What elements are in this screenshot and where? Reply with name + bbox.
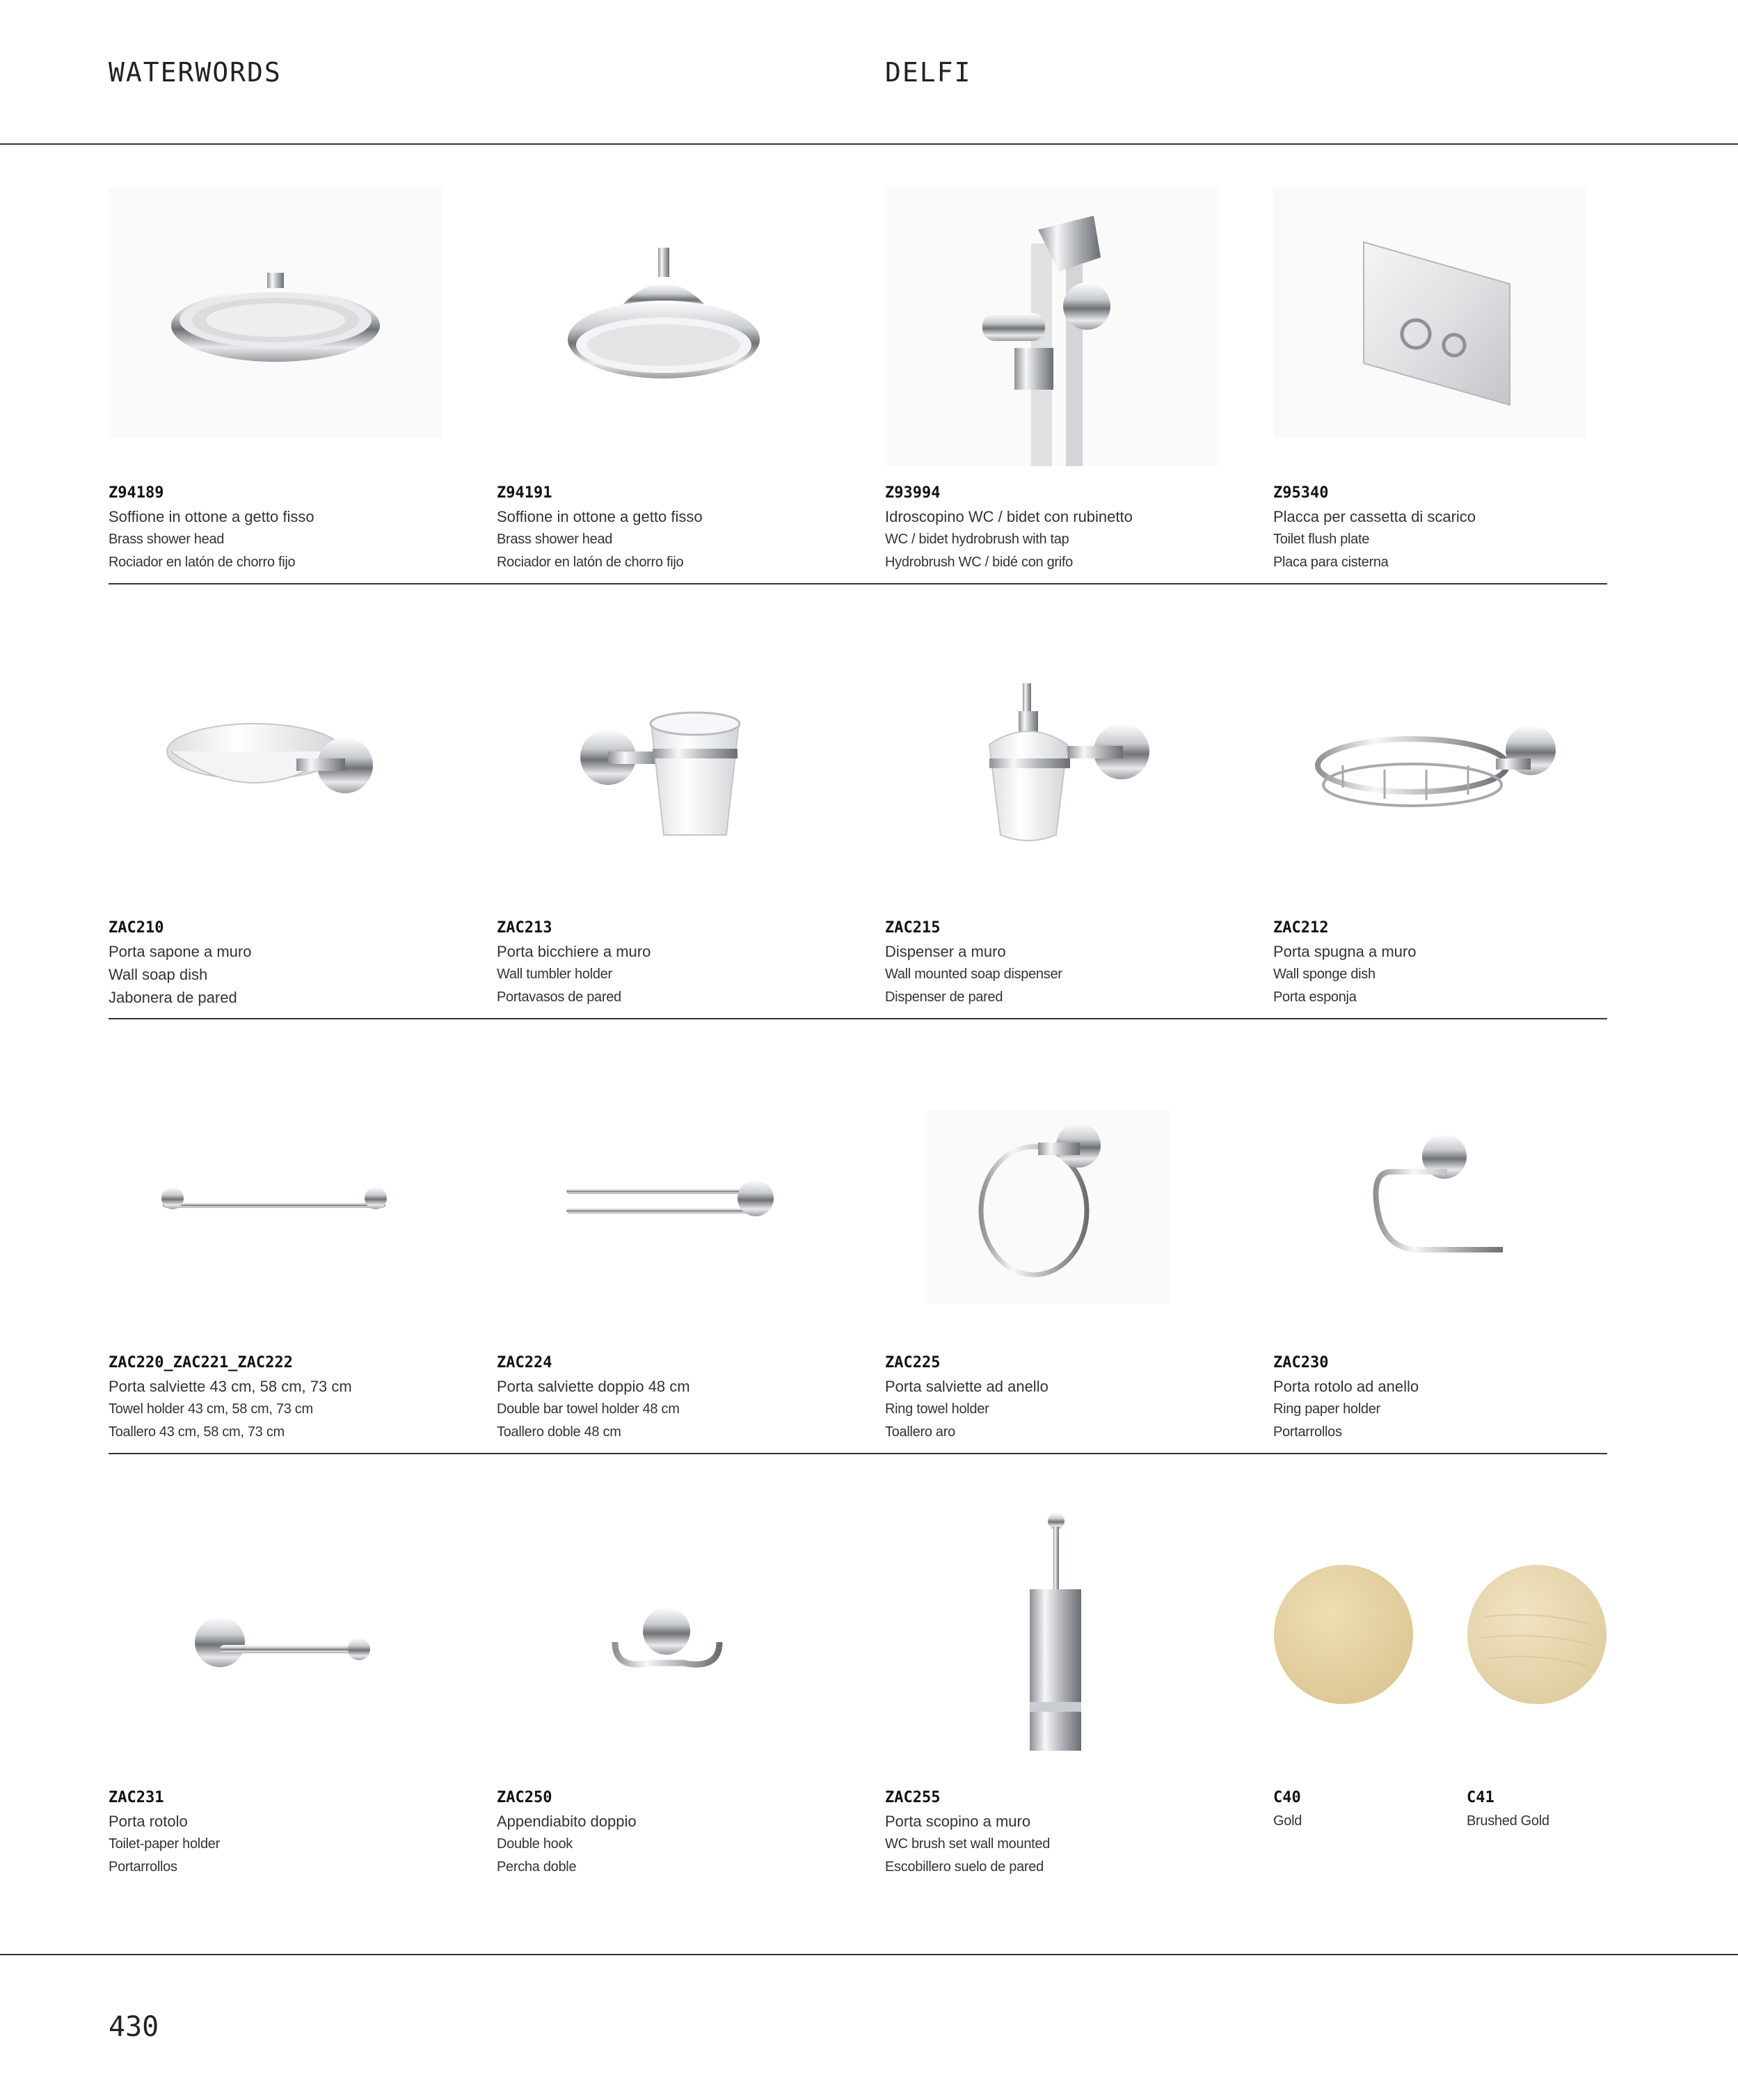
product-name-it: Porta spugna a muro xyxy=(1273,943,1417,960)
product-code: ZAC210 xyxy=(109,919,164,937)
product-name-it: Porta bicchiere a muro xyxy=(497,943,651,960)
tumbler-holder-image xyxy=(497,668,831,877)
flush-plate-image xyxy=(1273,188,1586,438)
header-divider xyxy=(0,143,1738,145)
product-name-es: Toallero aro xyxy=(885,1424,955,1440)
product-caption xyxy=(1273,916,1649,1009)
product-code: ZAC230 xyxy=(1273,1354,1329,1371)
product-code: ZAC212 xyxy=(1273,919,1329,937)
product-name-en: Wall mounted soap dispenser xyxy=(885,967,1062,982)
brand-title: WATERWORDS xyxy=(109,57,282,88)
towel-bar-image xyxy=(109,1113,443,1287)
page-number: 430 xyxy=(109,2011,159,2043)
product-caption xyxy=(1273,482,1649,574)
product-code: ZAC224 xyxy=(497,1354,552,1371)
wc-brush-image xyxy=(885,1503,1219,1767)
collection-title: DELFI xyxy=(885,57,972,88)
product-caption xyxy=(497,482,872,574)
product-code: ZAC213 xyxy=(497,919,552,937)
toilet-paper-holder-image xyxy=(109,1559,443,1740)
finish-code: C41 xyxy=(1467,1789,1494,1806)
product-name-es: Percha doble xyxy=(497,1859,577,1875)
product-name-es: Toallero 43 cm, 58 cm, 73 cm xyxy=(109,1424,285,1440)
product-name-es: Escobillero suelo de pared xyxy=(885,1859,1044,1875)
product-caption xyxy=(497,1786,872,1879)
product-caption xyxy=(885,1786,1261,1879)
hydrobrush-image xyxy=(885,188,1219,466)
product-code: ZAC255 xyxy=(885,1789,941,1806)
product-caption xyxy=(109,482,484,574)
product-name-it: Placca per cassetta di scarico xyxy=(1273,508,1476,525)
product-caption xyxy=(109,916,484,1009)
product-name-en: Wall tumbler holder xyxy=(497,967,612,982)
row-divider xyxy=(109,1018,1607,1019)
row-divider xyxy=(109,1453,1607,1454)
product-name-en: WC brush set wall mounted xyxy=(885,1836,1051,1852)
brushed-gold-finish-swatch xyxy=(1464,1561,1610,1708)
product-code: ZAC215 xyxy=(885,919,941,937)
product-name-es: Rociador en latón de chorro fijo xyxy=(497,555,684,570)
shower-head-image xyxy=(109,188,443,438)
product-name-es: Portarrollos xyxy=(1273,1424,1342,1440)
product-caption xyxy=(109,1786,484,1879)
product-code: ZAC250 xyxy=(497,1789,552,1806)
product-name-it: Porta salviette 43 cm, 58 cm, 73 cm xyxy=(109,1378,352,1395)
product-code: Z94189 xyxy=(109,484,164,502)
product-name-es: Portarrollos xyxy=(109,1859,177,1875)
finish-caption xyxy=(1467,1786,1648,1833)
sponge-dish-image xyxy=(1273,668,1607,877)
finish-name: Brushed Gold xyxy=(1467,1813,1549,1829)
shower-head-image xyxy=(497,188,831,438)
product-name-en: Wall sponge dish xyxy=(1273,967,1376,982)
product-name-en: Double hook xyxy=(497,1836,573,1852)
product-code: ZAC225 xyxy=(885,1354,941,1371)
product-code: ZAC220_ZAC221_ZAC222 xyxy=(109,1354,293,1371)
product-caption xyxy=(885,482,1261,574)
soap-dish-image xyxy=(109,668,443,877)
gold-finish-swatch xyxy=(1270,1561,1417,1708)
product-name-es: Rociador en latón de chorro fijo xyxy=(109,555,296,570)
footer-divider xyxy=(0,1954,1738,1955)
product-name-it: Porta rotolo xyxy=(109,1813,188,1830)
product-name-es: Portavasos de pared xyxy=(497,989,621,1005)
product-name-es: Placa para cisterna xyxy=(1273,555,1389,570)
product-name-en: Ring paper holder xyxy=(1273,1401,1380,1417)
product-name-en: WC / bidet hydrobrush with tap xyxy=(885,532,1069,547)
finish-code: C40 xyxy=(1273,1789,1301,1806)
soap-dispenser-image xyxy=(885,668,1219,877)
product-caption xyxy=(497,1351,872,1444)
product-name-en: Toilet flush plate xyxy=(1273,532,1370,547)
product-name-it: Porta sapone a muro xyxy=(109,943,252,960)
towel-ring-image xyxy=(885,1106,1219,1308)
row-divider xyxy=(109,583,1607,584)
paper-ring-holder-image xyxy=(1273,1113,1607,1287)
product-name-it: Appendiabito doppio xyxy=(497,1813,637,1830)
finish-caption xyxy=(1273,1786,1454,1833)
product-name-it: Soffione in ottone a getto fisso xyxy=(497,508,703,525)
product-name-en: Brass shower head xyxy=(497,532,613,547)
product-name-it: Porta scopino a muro xyxy=(885,1813,1031,1830)
product-name-en: Ring towel holder xyxy=(885,1401,989,1417)
product-name-es: Hydrobrush WC / bidé con grifo xyxy=(885,555,1074,570)
product-name-en: Wall soap dish xyxy=(109,966,208,983)
double-hook-image xyxy=(497,1559,831,1740)
product-caption xyxy=(885,1351,1261,1444)
product-code: Z94191 xyxy=(497,484,552,502)
product-name-it: Dispenser a muro xyxy=(885,943,1006,960)
product-name-en: Towel holder 43 cm, 58 cm, 73 cm xyxy=(109,1401,313,1417)
product-name-it: Porta rotolo ad anello xyxy=(1273,1378,1419,1395)
product-caption xyxy=(1273,1351,1649,1444)
product-name-es: Jabonera de pared xyxy=(109,989,237,1006)
product-caption xyxy=(109,1351,484,1444)
product-name-es: Dispenser de pared xyxy=(885,989,1003,1005)
product-name-es: Porta esponja xyxy=(1273,989,1357,1005)
product-caption xyxy=(885,916,1261,1009)
product-name-it: Porta salviette ad anello xyxy=(885,1378,1049,1395)
product-code: Z95340 xyxy=(1273,484,1329,502)
finish-name: Gold xyxy=(1273,1813,1302,1829)
product-name-es: Toallero doble 48 cm xyxy=(497,1424,621,1440)
product-name-it: Porta salviette doppio 48 cm xyxy=(497,1378,690,1395)
product-name-en: Double bar towel holder 48 cm xyxy=(497,1401,680,1417)
product-code: ZAC231 xyxy=(109,1789,164,1806)
double-towel-bar-image xyxy=(497,1113,831,1287)
product-name-it: Soffione in ottone a getto fisso xyxy=(109,508,314,525)
product-caption xyxy=(497,916,872,1009)
product-name-it: Idroscopino WC / bidet con rubinetto xyxy=(885,508,1133,525)
product-code: Z93994 xyxy=(885,484,941,502)
product-name-en: Toilet-paper holder xyxy=(109,1836,220,1852)
product-name-en: Brass shower head xyxy=(109,532,225,547)
